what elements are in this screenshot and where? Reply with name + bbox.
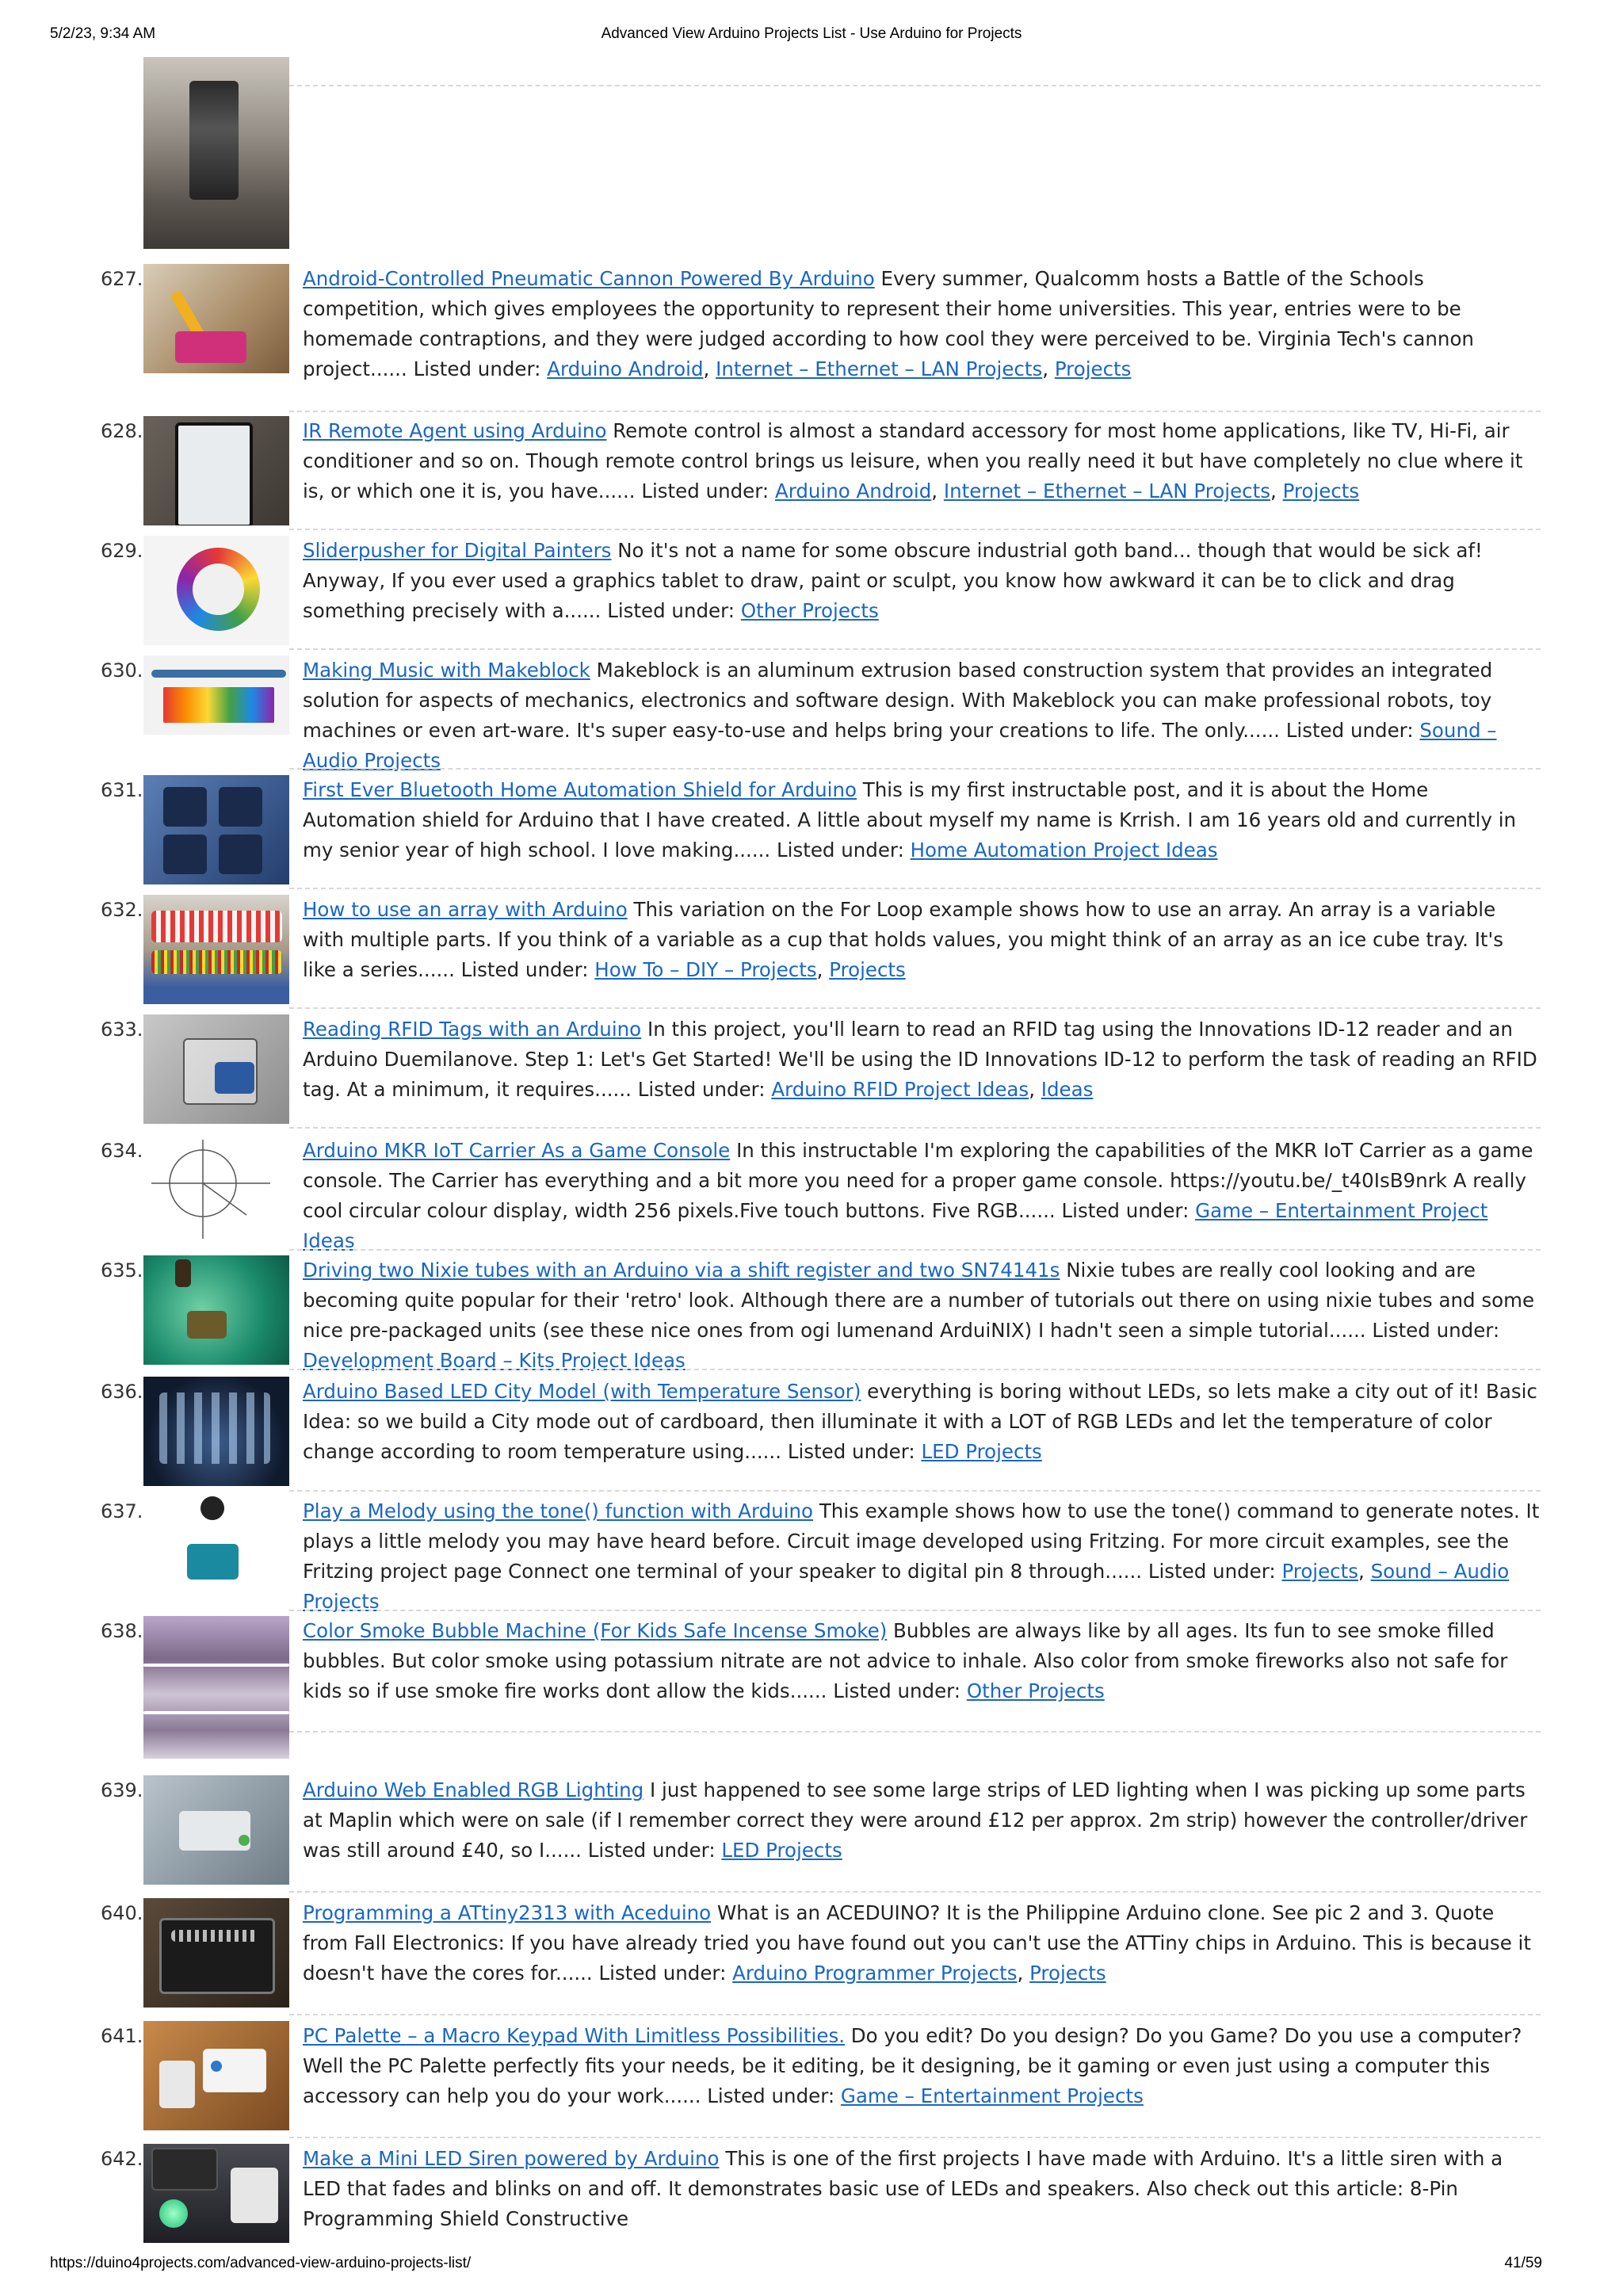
- entry-text: [303, 2144, 1541, 2234]
- listed-under-label: Listed under:: [1148, 1560, 1276, 1583]
- entry-title-link[interactable]: PC Palette – a Macro Keypad With Limitless Possibilities.: [303, 2024, 845, 2047]
- entry-thumbnail[interactable]: [143, 1898, 289, 2008]
- page-url: https://duino4projects.com/advanced-view-arduino-projects-list/: [50, 2255, 472, 2271]
- entry-text: [303, 1616, 1541, 1706]
- category-link[interactable]: Arduino Programmer Projects: [732, 1962, 1018, 1985]
- entry-description: Do you edit? Do you design? Do you Game? Do you use a computer? Well the PC Palette perfectly fits your needs, be it editing, be it designing, be it gaming or even just using a computer this accessory can help you do your work......: [303, 2024, 1522, 2107]
- entry-text: [303, 655, 1541, 776]
- entry-description: This is one of the first projects I have made with Arduino. It's a little siren with a LED that fades and blinks on and off. It demonstrates basic use of LEDs and speakers. Also check out this article: 8-Pin Programming Shield Constructive: [303, 2147, 1503, 2230]
- entry-title-link[interactable]: Arduino Web Enabled RGB Lighting: [303, 1778, 644, 1801]
- entry-title-link[interactable]: Play a Melody using the tone() function with Arduino: [303, 1499, 814, 1522]
- entry-thumbnail-continued[interactable]: [143, 57, 289, 249]
- entry-title-link[interactable]: How to use an array with Arduino: [303, 898, 628, 921]
- entry-number: 630.: [101, 659, 143, 682]
- entry-divider: [289, 2137, 1541, 2138]
- listed-under-label: Listed under:: [413, 357, 541, 380]
- category-link[interactable]: Projects: [1029, 1962, 1106, 1985]
- entry-description: everything is boring without LEDs, so lets make a city out of it! Basic Idea: so we build a City mode out of cardboard, then illuminate it with a LOT of RGB LEDs and let the temperature of color change according to room temperature using......: [303, 1380, 1537, 1463]
- entry-number: 638.: [101, 1620, 143, 1642]
- entry-thumbnail[interactable]: [143, 1255, 289, 1365]
- entry-thumbnail[interactable]: [143, 1775, 289, 1885]
- category-link[interactable]: Sound – Audio Projects: [303, 1560, 1510, 1613]
- entry-thumbnail[interactable]: [143, 655, 289, 735]
- entry-divider: [289, 1610, 1541, 1611]
- category-link[interactable]: Internet – Ethernet – LAN Projects: [943, 479, 1271, 502]
- page-title: Advanced View Arduino Projects List - Use Arduino for Projects: [601, 25, 1022, 42]
- entry-thumbnail[interactable]: [143, 1496, 289, 1606]
- entry-number: 634.: [101, 1140, 143, 1162]
- entry-title-link[interactable]: Programming a ATtiny2313 with Aceduino: [303, 1901, 712, 1924]
- category-link[interactable]: Other Projects: [966, 1679, 1105, 1702]
- entry-thumbnail[interactable]: [143, 1377, 289, 1486]
- entry-number: 640.: [101, 1902, 143, 1924]
- listed-under-label: Listed under:: [833, 1679, 961, 1702]
- entry-title-link[interactable]: Sliderpusher for Digital Painters: [303, 539, 612, 562]
- entry-divider: [289, 411, 1541, 412]
- category-link[interactable]: Projects: [1282, 479, 1360, 502]
- entry-thumbnail[interactable]: [143, 264, 289, 373]
- page-number: 41/59: [1504, 2255, 1542, 2271]
- category-link[interactable]: Game – Entertainment Projects: [840, 2084, 1144, 2107]
- category-link[interactable]: Internet – Ethernet – LAN Projects: [716, 357, 1043, 380]
- category-link[interactable]: How To – DIY – Projects: [594, 958, 817, 981]
- entry-text: [303, 775, 1541, 865]
- entry-text: IR Remote Agent using Arduino Remote control is almost a standard accessory for most home applications, like TV, Hi-Fi, air conditioner and so on. Though remote control brings us leisure, when you really need it but have completely no clue where it is, or which one it is, you have...... Listed under: Arduino Android, Internet – Ethernet – LAN Projects, Projects: [303, 419, 1523, 502]
- entry-text: Android-Controlled Pneumatic Cannon Powered By Arduino Every summer, Qualcomm hosts a Battle of the Schools competition, which gives employees the opportunity to represent their home universities. This year, entries were to be homemade contraptions, and they were judged according to how cool they were perceived to be. Virginia Tech's cannon project...... Listed under: Arduino Android, Internet – Ethernet – LAN Projects, Projects: [303, 267, 1474, 380]
- entry-description: Nixie tubes are really cool looking and are becoming quite popular for their 'retro' look. Although there are a number of tutorials out there on using nixie tubes and some nice pre-packaged units (see these nice ones from ogi lumenand ArduiNIX) I hadn't seen a simple tutorial......: [303, 1259, 1535, 1342]
- listed-under-label: Listed under:: [587, 1839, 716, 1862]
- entry-divider: [289, 1369, 1541, 1370]
- entry-title-link[interactable]: Making Music with Makeblock: [303, 659, 590, 682]
- entry-description: No it's not a name for some obscure industrial goth band... though that would be sick af! Anyway, If you ever used a graphics tablet to draw, paint or sculpt, you know how awkward it can be to click and drag something precisely with a......: [303, 539, 1483, 622]
- entry-text: [303, 1377, 1541, 1467]
- listed-under-label: Listed under:: [777, 839, 904, 861]
- entry-divider: [289, 1249, 1541, 1251]
- category-link[interactable]: Projects: [829, 958, 906, 981]
- category-link[interactable]: LED Projects: [721, 1839, 842, 1862]
- entry-description: This example shows how to use the tone() command to generate notes. It plays a little melody you may have heard before. Circuit image developed using Fritzing. For more circuit examples, see the Fritzing project page Connect one terminal of your speaker to digital pin 8 through......: [303, 1499, 1540, 1583]
- diagram-icon: [143, 1136, 289, 1245]
- entry-description: What is an ACEDUINO? It is the Philippine Arduino clone. See pic 2 and 3. Quote from Fall Electronics: If you have already tried you have found out you can't use the ATTiny chips in Arduino. This is because it doesn't have the cores for......: [303, 1901, 1531, 1985]
- entry-number: 627.: [101, 268, 143, 290]
- category-link[interactable]: Ideas: [1041, 1078, 1094, 1101]
- entry-thumbnail[interactable]: [143, 895, 289, 1004]
- entry-divider: [289, 1127, 1541, 1129]
- category-link[interactable]: Other Projects: [740, 599, 879, 622]
- entry-divider: [289, 768, 1541, 770]
- entry-description: Makeblock is an aluminum extrusion based construction system that provides an integrated solution for aspects of mechanics, electronics and software design. With Makeblock you can make professional robots, toy machines or even art-ware. It's super easy-to-use and helps bring your creations to life. The only......: [303, 659, 1493, 742]
- entry-number: 642.: [101, 2148, 143, 2170]
- entry-divider: [289, 1490, 1541, 1492]
- entry-text: [303, 536, 1541, 626]
- entry-divider: [289, 1731, 1541, 1733]
- entry-description: I just happened to see some large strips of LED lighting when I was picking up some parts at Maplin which were on sale (if I remember correct they were around £12 per approx. 2m strip) however the controller/driver was still around £40, so I......: [303, 1778, 1528, 1862]
- entry-title-link[interactable]: Color Smoke Bubble Machine (For Kids Safe Incense Smoke): [303, 1619, 888, 1642]
- entry-text: Programming a ATtiny2313 with Aceduino What is an ACEDUINO? It is the Philippine Arduino clone. See pic 2 and 3. Quote from Fall Electronics: If you have already tried you have found out you can't use the ATTiny chips in Arduino. This is because it doesn't have the cores for...... Listed under: Arduino Programmer Projects, Projects: [303, 1901, 1531, 1985]
- entry-thumbnail[interactable]: [143, 1616, 289, 1759]
- listed-under-label: Listed under:: [460, 958, 589, 981]
- entry-title-link[interactable]: Arduino MKR IoT Carrier As a Game Console: [303, 1139, 731, 1162]
- entry-description: Every summer, Qualcomm hosts a Battle of the Schools competition, which gives employees the opportunity to represent their home universities. This year, entries were to be homemade contraptions, and they were judged according to how cool they were perceived to be. Virginia Tech's cannon project......: [303, 267, 1474, 380]
- listed-under-label: Listed under:: [1372, 1319, 1500, 1342]
- listed-under-label: Listed under:: [607, 599, 735, 622]
- entry-text: How to use an array with Arduino This variation on the For Loop example shows how to use an array. An array is a variable with multiple parts. If you think of a variable as a cup that holds values, you might think of an array as an ice cube tray. It's like a series...... Listed under: How To – DIY – Projects, Projects: [303, 898, 1504, 981]
- entry-thumbnail[interactable]: [143, 416, 289, 525]
- entry-thumbnail[interactable]: [143, 775, 289, 884]
- entry-thumbnail[interactable]: [143, 2144, 289, 2243]
- entry-divider: [289, 529, 1541, 530]
- listed-under-label: Listed under:: [1061, 1199, 1190, 1222]
- category-link[interactable]: Arduino Android: [774, 479, 932, 502]
- entry-description: This is my first instructable post, and it is about the Home Automation shield for Arduino that I have created. A little about myself my name is Krrish. I am 16 years old and currently in my senior year of high school. I love making......: [303, 778, 1517, 861]
- category-link[interactable]: Arduino RFID Project Ideas: [771, 1078, 1029, 1101]
- category-link[interactable]: Development Board – Kits Project Ideas: [303, 1349, 685, 1372]
- entry-text: Play a Melody using the tone() function with Arduino This example shows how to use the tone() command to generate notes. It plays a little melody you may have heard before. Circuit image developed using Fritzing. For more circuit examples, see the Fritzing project page Connect one terminal of your speaker to digital pin 8 through...... Listed under: Projects, Sound – Audio Projects: [303, 1499, 1540, 1613]
- entry-text: Reading RFID Tags with an Arduino In this project, you'll learn to read an RFID tag using the Innovations ID-12 reader and an Arduino Duemilanove. Step 1: Let's Get Started! We'll be using the ID Innovations ID-12 to perform the task of reading an RFID tag. At a minimum, it requires...... Listed under: Arduino RFID Project Ideas, Ideas: [303, 1018, 1537, 1101]
- entry-title-link[interactable]: Reading RFID Tags with an Arduino: [303, 1018, 642, 1041]
- entry-title-link[interactable]: Arduino Based LED City Model (with Temperature Sensor): [303, 1380, 861, 1403]
- entry-number: 633.: [101, 1018, 143, 1041]
- entry-number: 632.: [101, 899, 143, 921]
- entry-text: [303, 2021, 1541, 2111]
- entry-description: This variation on the For Loop example shows how to use an array. An array is a variable with multiple parts. If you think of a variable as a cup that holds values, you might think of an array as an ice cube tray. It's like a series......: [303, 898, 1504, 981]
- entry-title-link[interactable]: IR Remote Agent using Arduino: [303, 419, 607, 442]
- entry-number: 628.: [101, 420, 143, 442]
- entry-number: 631.: [101, 779, 143, 801]
- entry-thumbnail[interactable]: [143, 1014, 289, 1124]
- entry-description: In this instructable I'm exploring the capabilities of the MKR IoT Carrier as a game console. The Carrier has everything and a bit more you need for a proper game console. https://youtu.be/_t40IsB9nrk A really cool circular colour display, width 256 pixels.Five touch buttons. Five RGB......: [303, 1139, 1533, 1222]
- entry-thumbnail[interactable]: [143, 2021, 289, 2130]
- entry-title-link[interactable]: Driving two Nixie tubes with an Arduino via a shift register and two SN74141s: [303, 1259, 1060, 1282]
- entry-thumbnail[interactable]: [143, 536, 289, 645]
- category-link[interactable]: Sound – Audio Projects: [303, 719, 1497, 772]
- entry-divider: [289, 888, 1541, 889]
- entry-description: Bubbles are always like by all ages. Its fun to see smoke filled bubbles. But color smoke using potassium nitrate are not advice to inhale. Also color from smoke fireworks also not safe for kids so if use smoke fire works dont allow the kids......: [303, 1619, 1508, 1702]
- listed-under-label: Listed under:: [598, 1962, 727, 1985]
- entry-divider: [289, 85, 1541, 86]
- listed-under-label: Listed under:: [1285, 719, 1414, 742]
- entry-number: 635.: [101, 1259, 143, 1282]
- entry-divider: [289, 1891, 1541, 1893]
- category-link[interactable]: Home Automation Project Ideas: [910, 839, 1218, 861]
- entry-thumbnail[interactable]: [143, 1136, 289, 1245]
- entry-number: 636.: [101, 1381, 143, 1403]
- entry-text: [303, 1255, 1541, 1376]
- entry-description: Remote control is almost a standard accessory for most home applications, like TV, Hi-Fi, air conditioner and so on. Though remote control brings us leisure, when you really need it but have completely no clue where it is, or which one it is, you have......: [303, 419, 1523, 502]
- entry-number: 641.: [101, 2025, 143, 2047]
- listed-under-label: Listed under:: [787, 1440, 915, 1463]
- entry-number: 629.: [101, 540, 143, 562]
- category-link[interactable]: Game – Entertainment Project Ideas: [303, 1199, 1488, 1252]
- entry-divider: [289, 1007, 1541, 1009]
- entry-text: [303, 1136, 1541, 1256]
- entry-title-link[interactable]: Make a Mini LED Siren powered by Arduino: [303, 2147, 720, 2170]
- category-link[interactable]: Projects: [1054, 357, 1132, 380]
- listed-under-label: Listed under:: [637, 1078, 766, 1101]
- print-datetime: 5/2/23, 9:34 AM: [50, 25, 156, 42]
- entry-number: 639.: [101, 1779, 143, 1801]
- entry-number: 637.: [101, 1500, 143, 1522]
- category-link[interactable]: LED Projects: [921, 1440, 1042, 1463]
- category-link[interactable]: Arduino Android: [547, 357, 704, 380]
- listed-under-label: Listed under:: [707, 2084, 835, 2107]
- entry-title-link[interactable]: Android-Controlled Pneumatic Cannon Powered By Arduino: [303, 267, 875, 290]
- entry-divider: [289, 648, 1541, 650]
- listed-under-label: Listed under:: [641, 479, 769, 502]
- category-link[interactable]: Projects: [1281, 1560, 1359, 1583]
- entry-text: [303, 1775, 1541, 1866]
- entry-description: In this project, you'll learn to read an RFID tag using the Innovations ID-12 reader and an Arduino Duemilanove. Step 1: Let's Get Started! We'll be using the ID Innovations ID-12 to perform the task of reading an RFID tag. At a minimum, it requires......: [303, 1018, 1537, 1101]
- entry-title-link[interactable]: First Ever Bluetooth Home Automation Shield for Arduino: [303, 778, 857, 801]
- entry-divider: [289, 2014, 1541, 2015]
